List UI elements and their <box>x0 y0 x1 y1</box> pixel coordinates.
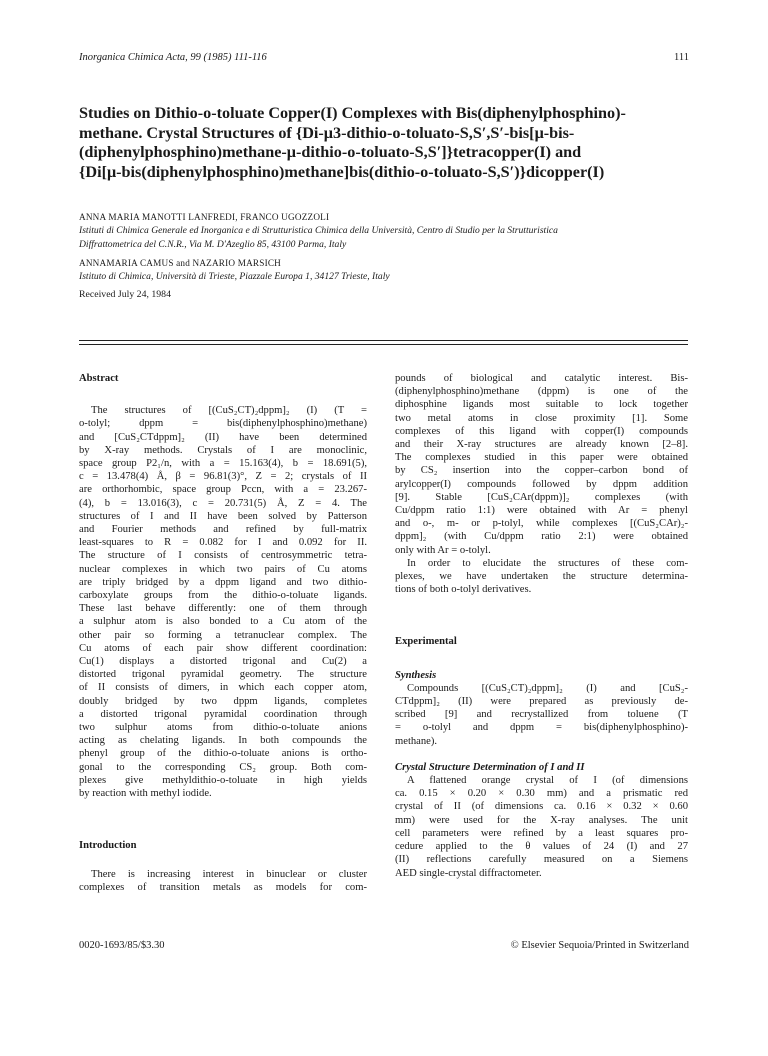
text-line: CTdppm]₂ (II) were prepared as previously de- <box>395 696 688 708</box>
text-line: are orthorhombic, space group Pccn, with a = 23.267- <box>79 484 367 496</box>
text-line: complexes of transition metals as models for com- <box>79 881 367 893</box>
title-line: {Di[μ-bis(diphenylphosphino)methane]bis(dithio-o-toluato-S,S′)}dicopper(I) <box>79 162 605 181</box>
text-line: Cu/dppm ratio 1:1) were obtained with Ar = phenyl <box>395 505 688 517</box>
text-line: a sulphur atom is also bonded to a Cu atom of the <box>79 616 367 628</box>
text-line: mm) were used for the X-ray analyses. The unit <box>395 814 688 826</box>
abstract-heading: Abstract <box>79 373 119 384</box>
text-line: complexes of this ligand with copper(I) compounds <box>395 425 688 437</box>
text-line: crystal of II (of dimensions ca. 0.16 × 0.32 × 0.60 <box>395 801 688 813</box>
right-column <box>395 372 688 880</box>
affiliation-1-line: Istituti di Chimica Generale ed Inorganica e di Strutturistica Chimica della Università, Centro di Studio per la Strutturistica <box>79 225 558 236</box>
text-line: diphosphine ligands most suitable to lock together <box>395 399 688 411</box>
text-line: of II consists of dimers, in which each copper atom, <box>79 682 367 694</box>
text-line: [9]. Stable [CuS₂CAr(dppm)]₂ complexes (with <box>395 491 688 503</box>
text-line: (II) reflections carefully measured on a Siemens <box>395 854 688 866</box>
running-header <box>79 52 689 68</box>
synthesis-heading: Synthesis <box>395 669 437 681</box>
text-line: and [CuS₂CTdppm]₂ (II) have been determined <box>79 431 367 443</box>
text-line: plexes, we have undertaken the structure determina- <box>395 571 688 583</box>
separator-rule-top <box>79 340 688 341</box>
text-line: acting as chelating ligands. In both compounds the <box>79 735 367 747</box>
text-line: Cu atoms of each pair show different coordination: <box>79 642 367 654</box>
text-line: Compounds [(CuS₂CT)₂dppm]₂ (I) and [CuS₂- <box>407 682 688 694</box>
issn-price: 0020-1693/85/$3.30 <box>79 940 165 951</box>
text-line: and their X-ray structures are already known [2–8]. <box>395 439 688 451</box>
text-line: a distorted trigonal pyramidal coordination through <box>79 708 367 720</box>
text-line: ca. 0.15 × 0.20 × 0.30 mm) and a prismatic red <box>395 788 688 800</box>
text-line: nuclear complexes in which two pairs of Cu atoms <box>79 563 367 575</box>
text-line: carboxylate groups from the dithio-o-toluate ligands. <box>79 590 367 602</box>
crystal-structure-heading: Crystal Structure Determination of I and II <box>395 761 585 773</box>
text-line: plexes give methyldithio-o-toluate in high yields <box>79 774 367 786</box>
author-names-1: ANNA MARIA MANOTTI LANFREDI, FRANCO UGOZZOLI <box>79 212 330 222</box>
text-line: gonal to the corresponding CS₂ group. Both com- <box>79 761 367 773</box>
page-footer <box>79 940 689 956</box>
journal-citation: Inorganica Chimica Acta, 99 (1985) 111-116 <box>79 52 267 63</box>
crystal-structure-paragraph <box>395 774 688 880</box>
text-line: two metal atoms in close proximity [1]. Some <box>395 412 688 424</box>
affiliation-2: Istituto di Chimica, Università di Trieste, Piazzale Europa 1, 34127 Trieste, Italy <box>79 271 390 282</box>
text-line: methane). <box>395 735 438 747</box>
title-line: methane. Crystal Structures of {Di-μ3-dithio-o-toluato-S,S′,S′-bis[μ-bis- <box>79 123 575 142</box>
received-date: Received July 24, 1984 <box>79 289 171 300</box>
title-line: Studies on Dithio-o-toluate Copper(I) Complexes with Bis(diphenylphosphino)- <box>79 104 626 122</box>
text-line: arylcopper(I) compounds followed by dppm addition <box>395 478 688 490</box>
left-column <box>79 372 367 894</box>
synthesis-paragraph <box>395 682 688 748</box>
text-line: pounds of biological and catalytic interest. Bis- <box>395 373 688 384</box>
introduction-paragraph-2 <box>395 557 688 597</box>
page-number: 111 <box>674 52 689 63</box>
text-line: doubly bridged by two dppm ligands, completes <box>79 695 367 707</box>
introduction-continued <box>395 372 688 557</box>
text-line: (diphenylphosphino)methane (dppm) is one of the <box>395 386 688 398</box>
text-line: The structures of [(CuS₂CT)₂dppm]₂ (I) (T = <box>91 405 367 417</box>
separator-rule-bottom <box>79 344 688 345</box>
text-line: o-tolyl; dppm = bis(diphenylphosphino)methane) <box>79 418 367 430</box>
text-line: A flattened orange crystal of I (of dimensions <box>407 775 688 787</box>
text-line: cedure applied to the θ values of 24 (I) and 27 <box>395 841 688 853</box>
text-line: by X-ray methods. Crystals of I are monoclinic, <box>79 444 367 456</box>
affiliation-1-line: Diffrattometrica del C.N.R., Via M. D'Azeglio 85, 43100 Parma, Italy <box>79 239 347 250</box>
text-line: structures of I and II have been solved by Patterson <box>79 510 367 522</box>
text-line: and Fourier methods and refined by full-matrix <box>79 524 367 536</box>
text-line: least-squares to R = 0.082 for I and 0.092 for II. <box>79 537 367 549</box>
introduction-paragraph <box>79 868 367 894</box>
text-line: tions of both o-tolyl derivatives. <box>395 584 532 596</box>
abstract-paragraph <box>79 404 367 800</box>
introduction-heading: Introduction <box>79 840 137 852</box>
text-line: by CS₂ insertion into the copper–carbon bond of <box>395 465 688 477</box>
text-line: = o-tolyl and dppm = bis(diphenylphosphino)- <box>395 722 688 734</box>
experimental-heading: Experimental <box>395 636 457 648</box>
text-line: other pair so forming a tetranuclear complex. The <box>79 629 367 641</box>
text-line: The structure of I consists of centrosymmetric tetra- <box>79 550 367 562</box>
text-line: These last behave differently: one of them through <box>79 603 367 615</box>
text-line: space group P2₁/n, with a = 15.163(4), b = 18.691(5), <box>79 458 367 470</box>
text-line: and o-, m- or p-tolyl, while complexes [(CuS₂CAr)₂- <box>395 518 688 530</box>
text-line: by reaction with methyl iodide. <box>79 788 212 800</box>
text-line: phenyl group of the dithio-o-toluate anions is ortho- <box>79 748 367 760</box>
author-names-2: ANNAMARIA CAMUS and NAZARIO MARSICH <box>79 258 281 268</box>
title-line: (diphenylphosphino)methane-μ-dithio-o-toluato-S,S′]}tetracopper(I) and <box>79 143 582 161</box>
text-line: AED single-crystal diffractometer. <box>395 867 542 879</box>
text-line: scribed [9] and recrystallized from toluene (T <box>395 709 688 721</box>
text-line: cell parameters were refined by a least squares pro- <box>395 827 688 839</box>
text-line: are triply bridged by a dppm ligand and two dithio- <box>79 576 367 588</box>
text-line: only with Ar = o-tolyl. <box>395 544 491 556</box>
text-line: two sulphur atoms from dithio-o-toluate anions <box>79 722 367 734</box>
text-line: c = 13.478(4) Å, β = 96.81(3)°, Z = 2; crystals of II <box>79 471 367 483</box>
text-line: distorted trigonal pyramidal geometry. The structure <box>79 669 367 681</box>
article-title <box>79 104 694 182</box>
text-line: (4), b = 13.016(3), c = 20.731(5) Å, Z = 4. The <box>79 497 367 509</box>
text-line: The complexes studied in this paper were obtained <box>395 452 688 464</box>
text-line: Cu(1) displays a distorted trigonal and Cu(2) a <box>79 656 367 668</box>
copyright-notice: © Elsevier Sequoia/Printed in Switzerland <box>510 940 689 951</box>
text-line: In order to elucidate the structures of these com- <box>407 557 688 569</box>
author-block <box>79 210 689 302</box>
text-line: dppm]₂ (with Cu/dppm ratio 2:1) were obtained <box>395 531 688 543</box>
text-line: There is increasing interest in binuclear or cluster <box>91 868 367 880</box>
